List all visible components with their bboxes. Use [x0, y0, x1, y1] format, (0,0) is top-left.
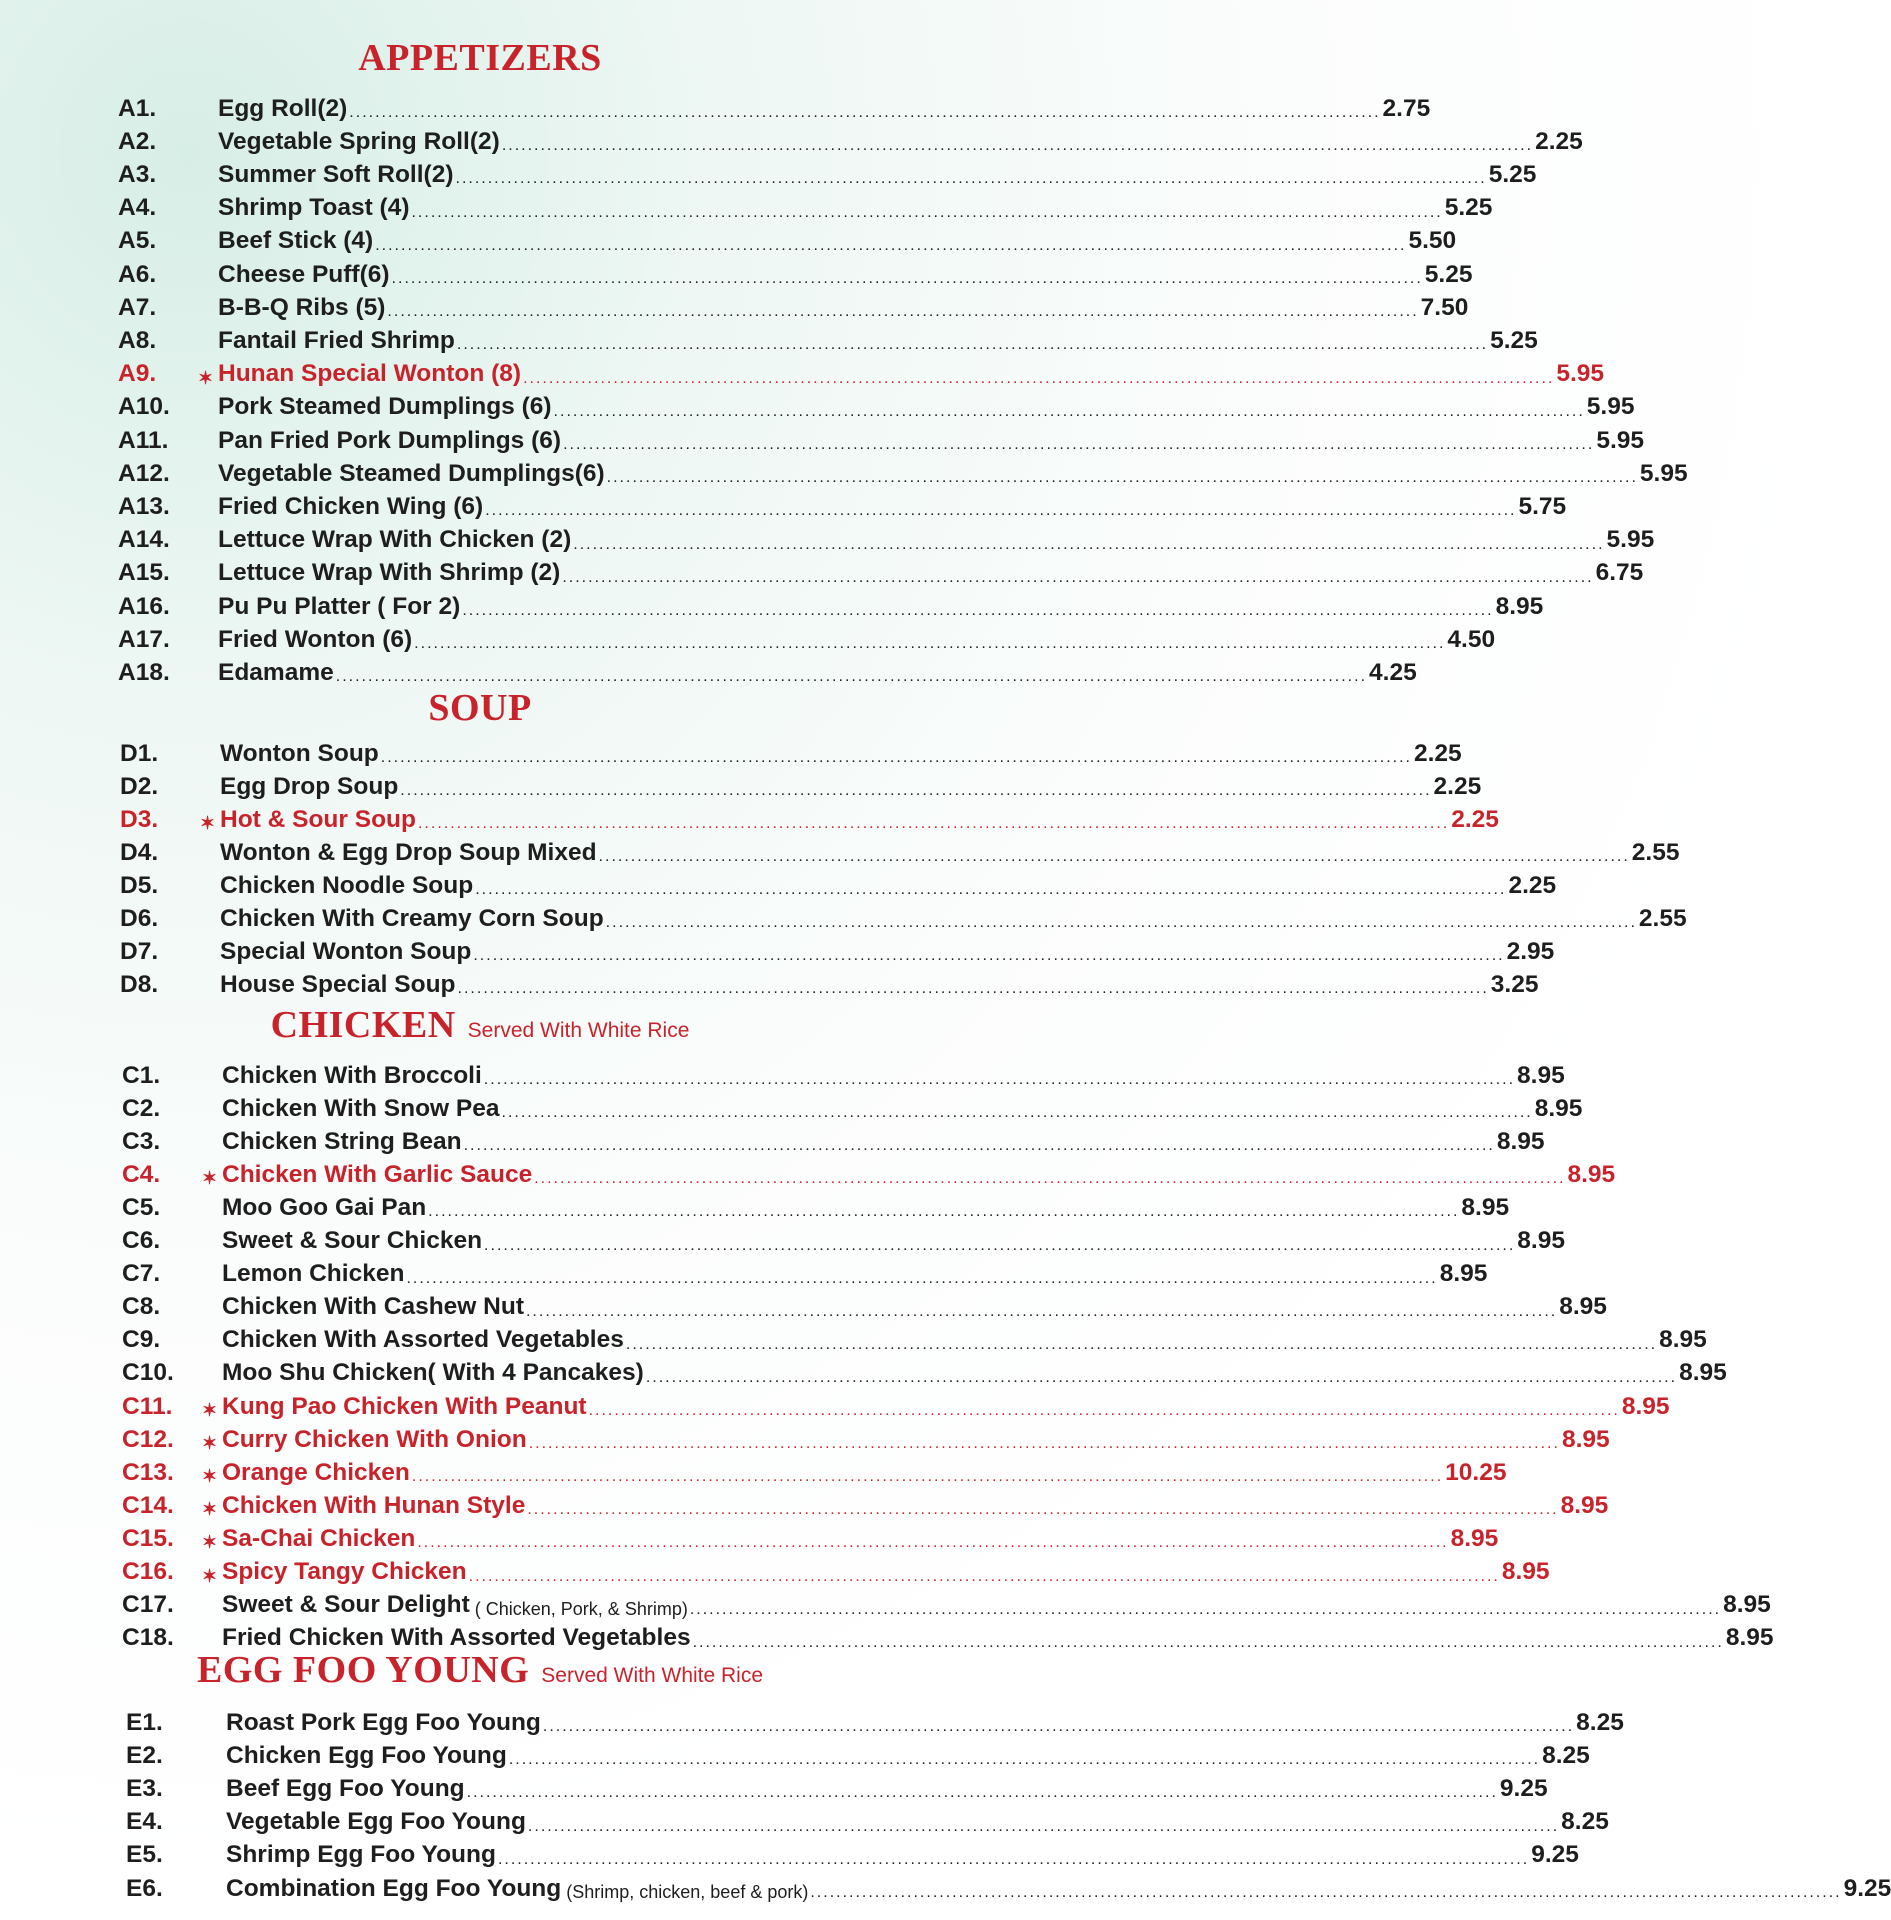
dot-leader: ................................................................................................................................................................: [475, 881, 1507, 898]
item-code: C12.: [122, 1425, 174, 1453]
item-price: 2.95: [1506, 937, 1555, 965]
dot-leader: ................................................................................................................................................................: [417, 815, 1450, 832]
dot-leader: ................................................................................................................................................................: [484, 1236, 1516, 1254]
menu-item: [118, 254, 1473, 288]
item-name: Vegetable Steamed Dumplings(6): [218, 459, 605, 487]
item-price: 8.95: [1439, 1260, 1488, 1288]
item-name: Chicken With Assorted Vegetables: [222, 1326, 624, 1354]
dot-leader: ................................................................................................................................................................: [335, 668, 1368, 686]
menu-item: [122, 1088, 1583, 1122]
item-name: Chicken With Cashew Nut: [222, 1293, 524, 1321]
item-name: Beef Stick (4): [218, 227, 374, 255]
dot-leader: ................................................................................................................................................................: [810, 1884, 1842, 1901]
dot-leader: ................................................................................................................................................................: [414, 635, 1446, 653]
item-price: 8.95: [1496, 1127, 1545, 1155]
item-price: 9.25: [1531, 1841, 1579, 1869]
dot-leader: ................................................................................................................................................................: [375, 236, 1407, 254]
item-price: 5.50: [1408, 227, 1457, 255]
dot-leader: ................................................................................................................................................................: [523, 369, 1555, 387]
item-name: Pan Fried Pork Dumplings (6): [218, 426, 562, 454]
item-price: 3.25: [1490, 970, 1539, 998]
item-name: Fried Chicken With Assorted Vegetables: [222, 1624, 691, 1652]
item-code: E2.: [126, 1741, 163, 1769]
item-name: Cheese Puff(6): [218, 260, 390, 288]
item-code: A15.: [118, 559, 170, 587]
dot-leader: ................................................................................................................................................................: [692, 1633, 1724, 1651]
item-price: 4.50: [1447, 625, 1496, 653]
item-name: Fried Chicken Wing (6): [218, 492, 484, 520]
dot-leader: ................................................................................................................................................................: [689, 1600, 1722, 1618]
item-code: E4.: [126, 1808, 163, 1836]
menu-item: [118, 121, 1583, 155]
item-name: Egg Roll(2): [218, 94, 348, 122]
item-code: E1.: [126, 1708, 163, 1736]
item-name: Summer Soft Roll(2): [218, 160, 454, 188]
chili-pepper-icon: ✶: [202, 1400, 218, 1420]
item-code: D5.: [120, 871, 159, 899]
menu-item: [118, 387, 1635, 421]
item-code: C1.: [122, 1061, 161, 1089]
item-code: A6.: [118, 260, 157, 288]
dot-leader: ................................................................................................................................................................: [406, 1269, 1438, 1287]
chili-pepper-icon: ✶: [198, 367, 214, 388]
menu-item: [126, 1702, 1624, 1736]
dot-leader: ................................................................................................................................................................: [462, 602, 1494, 619]
section-heading: [0, 1648, 960, 1702]
menu-item: [120, 733, 1462, 767]
item-price: 10.25: [1445, 1458, 1507, 1486]
item-name: Lettuce Wrap With Chicken (2): [218, 526, 572, 554]
item-name: Wonton & Egg Drop Soup Mixed: [220, 838, 597, 866]
item-name: Vegetable Egg Foo Young: [226, 1808, 526, 1836]
item-price: 8.95: [1559, 1293, 1607, 1321]
item-price: 2.25: [1535, 127, 1583, 155]
item-code: C6.: [122, 1227, 161, 1254]
item-name: Sweet & Sour Chicken: [222, 1227, 483, 1254]
item-name: Pork Steamed Dumplings (6): [218, 393, 552, 421]
dot-leader: ................................................................................................................................................................: [605, 914, 1637, 931]
dot-leader: ................................................................................................................................................................: [483, 1071, 1516, 1088]
menu-item: [118, 453, 1688, 487]
dot-leader: ................................................................................................................................................................: [598, 848, 1630, 865]
item-price: 2.75: [1382, 94, 1431, 122]
item-price: 8.95: [1725, 1624, 1774, 1652]
menu-item: [122, 1221, 1565, 1254]
item-code: C14.: [122, 1491, 174, 1519]
item-price: 5.25: [1444, 194, 1493, 222]
dot-leader: ................................................................................................................................................................: [527, 1501, 1559, 1519]
item-price: 2.25: [1414, 739, 1462, 767]
dot-leader: ................................................................................................................................................................: [417, 1534, 1449, 1552]
item-note: (Shrimp, chicken, beef & pork): [566, 1882, 809, 1902]
item-name: Curry Chicken With Onion: [222, 1425, 527, 1453]
menu-item: [120, 766, 1482, 800]
menu-item: [118, 553, 1644, 587]
item-code: E3.: [126, 1774, 163, 1802]
chili-pepper-icon: ✶: [202, 1565, 218, 1586]
chili-pepper-icon: ✶: [202, 1499, 218, 1520]
menu-item: [122, 1254, 1488, 1288]
dot-leader: ................................................................................................................................................................: [391, 270, 1423, 287]
dot-leader: ................................................................................................................................................................: [501, 1104, 1533, 1122]
dot-leader: ................................................................................................................................................................: [428, 1203, 1460, 1221]
menu-item: [118, 221, 1457, 255]
item-name: Chicken With Garlic Sauce: [222, 1160, 533, 1188]
item-name: Kung Pao Chicken With Peanut: [222, 1392, 587, 1420]
menu-item: [122, 1187, 1510, 1221]
dot-leader: ................................................................................................................................................................: [542, 1718, 1575, 1735]
dot-leader: ................................................................................................................................................................: [411, 203, 1443, 221]
item-price: 6.75: [1595, 559, 1644, 587]
menu-item: [122, 1618, 1774, 1652]
dot-leader: ................................................................................................................................................................: [562, 568, 1594, 586]
dot-leader: ................................................................................................................................................................: [485, 502, 1517, 520]
menu-item: [120, 832, 1680, 866]
section-heading: [0, 686, 960, 740]
item-price: 8.95: [1495, 592, 1544, 620]
item-code: E6.: [126, 1874, 163, 1902]
item-name: Chicken With Hunan Style: [222, 1491, 526, 1519]
item-price: 8.95: [1567, 1160, 1616, 1188]
dot-leader: ................................................................................................................................................................: [400, 782, 1432, 799]
dot-leader: ................................................................................................................................................................: [606, 469, 1638, 487]
menu-item: [118, 287, 1469, 321]
menu-item: [122, 1585, 1771, 1619]
item-price: 5.25: [1424, 260, 1473, 288]
item-code: C17.: [122, 1591, 174, 1619]
item-price: 8.25: [1576, 1708, 1624, 1736]
item-code: D3.: [120, 805, 159, 833]
dot-leader: ................................................................................................................................................................: [501, 137, 1534, 155]
item-name: Chicken With Broccoli: [222, 1061, 482, 1089]
item-price: 8.25: [1561, 1808, 1609, 1836]
menu-item: [126, 1735, 1590, 1769]
item-name: Shrimp Toast (4): [218, 194, 410, 222]
item-code: D1.: [120, 739, 159, 767]
menu-item: [120, 898, 1687, 932]
dot-leader: ................................................................................................................................................................: [508, 1751, 1541, 1769]
item-code: A4.: [118, 194, 157, 222]
item-name: Chicken With Snow Pea: [222, 1094, 500, 1122]
dot-leader: ................................................................................................................................................................: [411, 1468, 1444, 1486]
dot-leader: ................................................................................................................................................................: [380, 749, 1412, 766]
item-code: A17.: [118, 625, 170, 653]
item-price: 5.95: [1556, 360, 1605, 388]
item-name: Shrimp Egg Foo Young: [226, 1841, 496, 1869]
item-name: Sweet & Sour Delight: [222, 1591, 470, 1619]
menu-item: [118, 320, 1538, 354]
item-price: 8.95: [1534, 1094, 1583, 1122]
item-code: C4.: [122, 1160, 161, 1188]
menu-item: [120, 865, 1557, 899]
item-name: Chicken Egg Foo Young: [226, 1741, 507, 1769]
item-price: 8.95: [1501, 1558, 1550, 1585]
item-name: Sa-Chai Chicken: [222, 1524, 416, 1552]
item-price: 8.25: [1542, 1741, 1590, 1769]
chili-pepper-icon: ✶: [200, 813, 216, 833]
item-name: Vegetable Spring Roll(2): [218, 127, 500, 155]
menu-item: [122, 1121, 1545, 1155]
item-name: Hot & Sour Soup: [220, 805, 416, 833]
item-code: D7.: [120, 937, 159, 965]
item-code: C5.: [122, 1193, 161, 1221]
chili-pepper-icon: ✶: [202, 1433, 218, 1454]
item-price: 5.95: [1586, 393, 1635, 421]
item-name: Chicken Noodle Soup: [220, 871, 474, 899]
menu-item: [118, 420, 1644, 454]
item-code: C18.: [122, 1624, 174, 1652]
item-name: Fried Wonton (6): [218, 625, 413, 653]
item-price: 9.25: [1843, 1874, 1891, 1902]
item-name: Special Wonton Soup: [220, 937, 472, 965]
item-code: A18.: [118, 658, 170, 686]
item-code: A2.: [118, 127, 157, 155]
dot-leader: ................................................................................................................................................................: [625, 1335, 1658, 1353]
menu-item: [122, 1419, 1610, 1454]
item-code: C11.: [122, 1392, 173, 1420]
menu-item: [118, 586, 1544, 620]
item-code: D2.: [120, 772, 159, 800]
item-price: 8.95: [1450, 1524, 1499, 1552]
item-name: Chicken String Bean: [222, 1127, 462, 1155]
item-name: Lettuce Wrap With Shrimp (2): [218, 559, 561, 587]
item-name: House Special Soup: [220, 970, 456, 998]
item-price: 5.95: [1606, 526, 1655, 554]
dot-leader: ................................................................................................................................................................: [468, 1567, 1500, 1585]
section-title: CHICKEN: [270, 1004, 456, 1046]
item-name: Fantail Fried Shrimp: [218, 326, 455, 354]
item-name: Roast Pork Egg Foo Young: [226, 1708, 541, 1736]
item-name: Egg Drop Soup: [220, 772, 399, 800]
item-code: D4.: [120, 838, 159, 866]
item-code: A7.: [118, 293, 157, 321]
dot-leader: ................................................................................................................................................................: [463, 1137, 1495, 1155]
item-code: A12.: [118, 459, 170, 487]
item-code: A14.: [118, 526, 170, 554]
item-price: 2.25: [1451, 805, 1499, 833]
item-price: 2.55: [1638, 904, 1687, 932]
menu-item: [126, 1835, 1579, 1869]
menu-item: [120, 799, 1499, 833]
item-code: A5.: [118, 227, 157, 255]
section-title: EGG FOO YOUNG: [196, 1649, 530, 1691]
dot-leader: ................................................................................................................................................................: [588, 1402, 1620, 1419]
dot-leader: ................................................................................................................................................................: [473, 947, 1505, 964]
item-code: C16.: [122, 1558, 174, 1585]
item-code: D6.: [120, 904, 159, 932]
item-price: 8.95: [1659, 1326, 1707, 1354]
item-name: Moo Shu Chicken( With 4 Pancakes): [222, 1359, 644, 1387]
item-code: C2.: [122, 1094, 161, 1122]
menu-item: [120, 931, 1555, 965]
item-price: 2.25: [1433, 772, 1482, 800]
item-note: ( Chicken, Pork, & Shrimp): [474, 1598, 688, 1619]
item-price: 7.50: [1420, 293, 1469, 321]
item-name: Chicken With Creamy Corn Soup: [220, 904, 604, 932]
dot-leader: ................................................................................................................................................................: [563, 436, 1595, 453]
dot-leader: ................................................................................................................................................................: [455, 170, 1487, 188]
item-name: Edamame: [218, 658, 334, 686]
item-code: A16.: [118, 592, 170, 620]
chili-pepper-icon: ✶: [202, 1168, 218, 1189]
section-title: SOUP: [428, 687, 532, 729]
menu-item: [122, 1287, 1607, 1321]
item-name: Lemon Chicken: [222, 1260, 405, 1288]
item-price: 2.25: [1508, 871, 1557, 899]
item-price: 8.95: [1723, 1591, 1771, 1619]
item-code: D8.: [120, 970, 159, 998]
menu-item: [122, 1154, 1616, 1189]
item-name: Wonton Soup: [220, 739, 379, 767]
menu-item: [118, 188, 1493, 222]
item-code: C3.: [122, 1127, 161, 1155]
menu-item: [122, 1452, 1507, 1487]
chili-pepper-icon: ✶: [202, 1532, 218, 1553]
chili-pepper-icon: ✶: [202, 1466, 218, 1487]
menu-item: [118, 486, 1567, 520]
menu-item: [118, 88, 1431, 122]
item-price: 4.25: [1369, 658, 1417, 686]
menu-item: [122, 1485, 1609, 1520]
item-price: 5.95: [1596, 426, 1644, 454]
menu-item: [118, 520, 1655, 554]
menu-item: [122, 1320, 1707, 1354]
item-price: 9.25: [1499, 1774, 1548, 1802]
menu-item: [118, 619, 1496, 653]
menu-item: [118, 154, 1537, 188]
dot-leader: ................................................................................................................................................................: [527, 1817, 1560, 1835]
dot-leader: ................................................................................................................................................................: [457, 980, 1489, 997]
item-code: A9.: [118, 360, 157, 388]
dot-leader: ................................................................................................................................................................: [466, 1784, 1498, 1802]
dot-leader: ................................................................................................................................................................: [528, 1435, 1560, 1453]
item-name: Moo Goo Gai Pan: [222, 1193, 427, 1221]
dot-leader: ................................................................................................................................................................: [525, 1302, 1558, 1320]
item-price: 8.95: [1560, 1491, 1609, 1519]
dot-leader: ................................................................................................................................................................: [573, 535, 1605, 553]
item-price: 8.95: [1679, 1359, 1727, 1387]
item-code: A13.: [118, 492, 170, 520]
dot-leader: ................................................................................................................................................................: [497, 1850, 1530, 1868]
menu-item: [126, 1868, 1891, 1902]
menu-item: [122, 1518, 1499, 1553]
menu-item: [118, 652, 1417, 686]
dot-leader: ................................................................................................................................................................: [349, 104, 1381, 121]
menu-item: [122, 1552, 1550, 1586]
item-name: Spicy Tangy Chicken: [222, 1558, 467, 1585]
item-name: Combination Egg Foo Young: [226, 1874, 562, 1902]
item-price: 8.95: [1621, 1392, 1670, 1420]
item-name: Hunan Special Wonton (8): [218, 360, 522, 388]
item-code: A11.: [118, 426, 169, 454]
item-code: A3.: [118, 160, 157, 188]
item-price: 8.95: [1461, 1193, 1510, 1221]
menu-item: [122, 1386, 1670, 1420]
item-code: C9.: [122, 1326, 161, 1354]
menu-item: [122, 1353, 1727, 1387]
item-name: Pu Pu Platter ( For 2): [218, 592, 461, 620]
item-price: 5.25: [1488, 160, 1537, 188]
item-price: 5.25: [1490, 326, 1538, 354]
item-name: Beef Egg Foo Young: [226, 1774, 465, 1802]
dot-leader: ................................................................................................................................................................: [553, 402, 1585, 420]
item-code: A1.: [118, 94, 157, 122]
item-code: C10.: [122, 1359, 174, 1387]
item-price: 2.55: [1631, 838, 1680, 866]
item-price: 5.95: [1639, 459, 1688, 487]
item-price: 8.95: [1517, 1061, 1565, 1089]
dot-leader: ................................................................................................................................................................: [456, 336, 1489, 354]
item-code: A8.: [118, 326, 157, 354]
menu-item: [122, 1055, 1565, 1089]
item-code: A10.: [118, 393, 170, 421]
section-title: APPETIZERS: [358, 37, 602, 79]
item-name: Orange Chicken: [222, 1458, 410, 1486]
item-price: 8.95: [1517, 1227, 1565, 1254]
menu-item: [126, 1768, 1548, 1802]
dot-leader: ................................................................................................................................................................: [645, 1368, 1678, 1386]
menu-item: [126, 1802, 1609, 1836]
item-code: C15.: [122, 1524, 174, 1552]
item-price: 5.75: [1518, 492, 1567, 520]
dot-leader: ................................................................................................................................................................: [387, 303, 1419, 321]
menu-item: [120, 964, 1539, 998]
section-subtitle: Served With White Rice: [541, 1664, 764, 1687]
item-code: C8.: [122, 1293, 161, 1321]
section-heading: [0, 36, 960, 90]
section-subtitle: Served With White Rice: [467, 1019, 690, 1042]
item-price: 8.95: [1561, 1425, 1610, 1453]
section-heading: [0, 1003, 960, 1057]
menu-item: [118, 354, 1605, 388]
dot-leader: ................................................................................................................................................................: [534, 1170, 1566, 1188]
item-name: B-B-Q Ribs (5): [218, 293, 386, 321]
item-code: C13.: [122, 1458, 174, 1486]
item-code: C7.: [122, 1260, 161, 1288]
item-code: E5.: [126, 1841, 163, 1869]
